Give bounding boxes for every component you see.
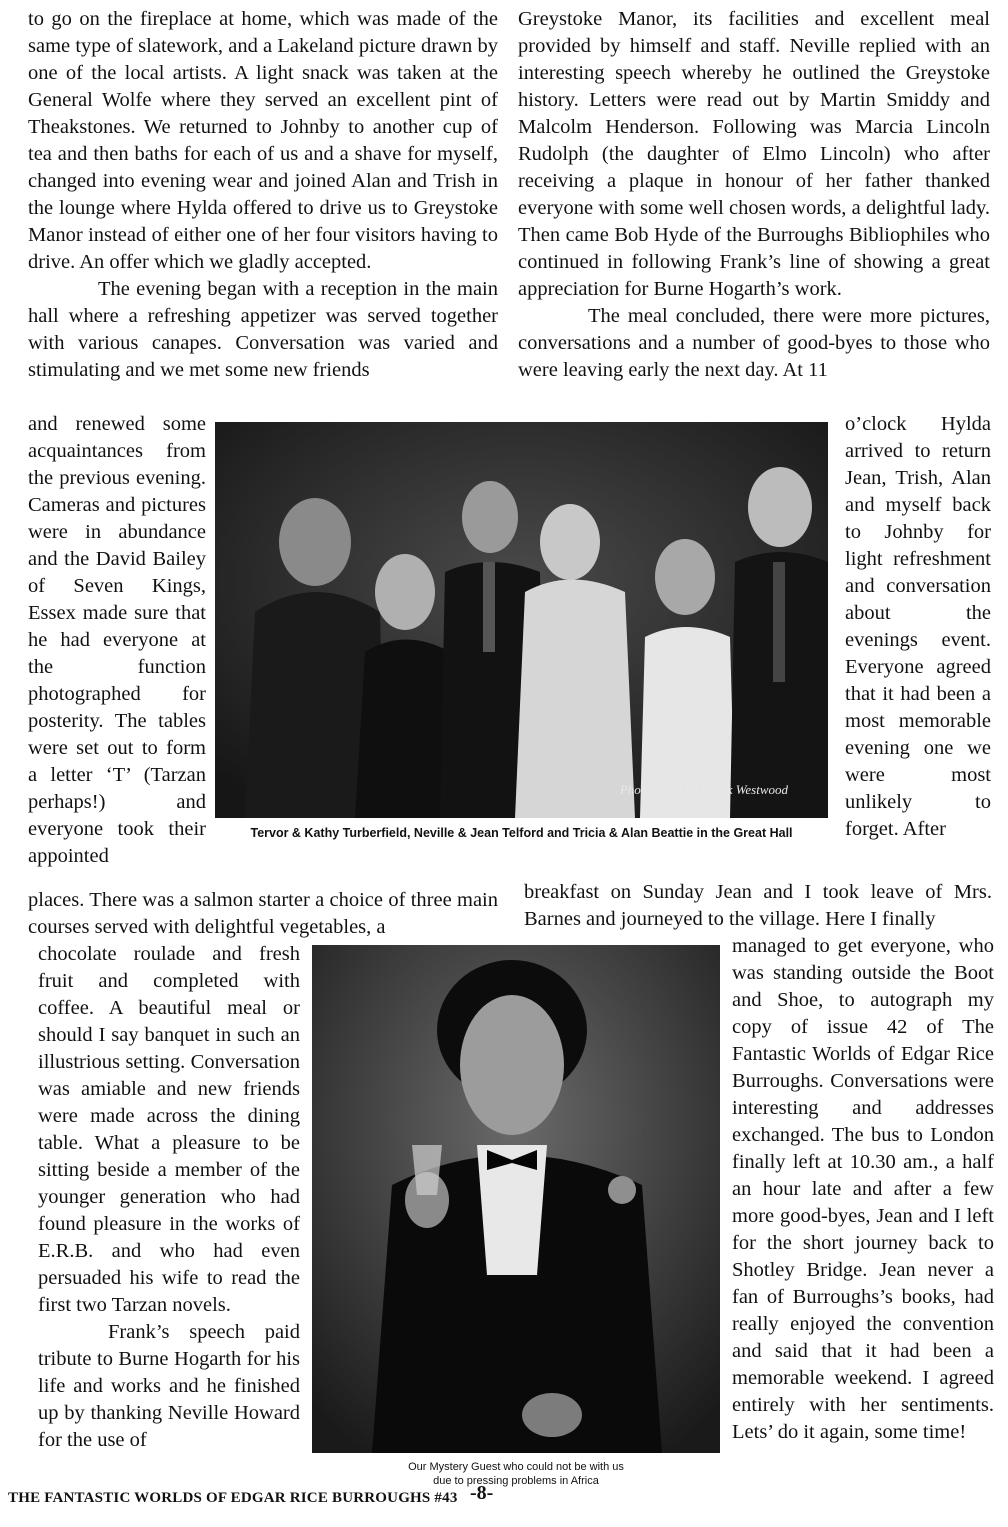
left-column-top [28, 6, 498, 384]
right-column-wrap-around-portrait [732, 933, 994, 1446]
right-column-middle [524, 879, 992, 933]
left-column-wrap-around-portrait [38, 941, 300, 1454]
portrait-caption [312, 1460, 720, 1488]
portrait-caption-line1: Our Mystery Guest who could not be with us [408, 1461, 624, 1473]
group-photo-caption: Tervor & Kathy Turberfield, Neville & Jean Telford and Tricia & Alan Beattie in the Great Hall [250, 826, 793, 840]
group-photo-illustration [215, 422, 828, 818]
magazine-title-footer: THE FANTASTIC WORLDS OF EDGAR RICE BURROUGHS #43 [8, 1490, 458, 1506]
paragraph: places. There was a salmon starter a choice of three main courses served with delightful vegetables, a [28, 889, 498, 938]
paragraph: breakfast on Sunday Jean and I took leave of Mrs. Barnes and journeyed to the village. Here I finally [524, 881, 992, 930]
mystery-guest-portrait [312, 945, 720, 1453]
paragraph: o’clock Hylda arrived to return Jean, Trish, Alan and myself back to Johnby for light refreshment and conversation about the evenings event. Everyone agreed that it had been a most memorable evening one we were most unlikely to forget. After [845, 413, 991, 840]
portrait-illustration [312, 945, 720, 1453]
portrait-caption-line2: due to pressing problems in Africa [433, 1475, 599, 1487]
paragraph: The evening began with a reception in the main hall where a refreshing appetizer was served together with various canapes. Conversation was varied and stimulating and we met some new friends [28, 278, 498, 381]
left-column-middle [28, 887, 498, 941]
page-number: -8- [470, 1482, 494, 1504]
paragraph: chocolate roulade and fresh fruit and completed with coffee. A beautiful meal or should I say banquet in such an illustrious setting. Conversation was amiable and new friends were made across the dining table. What a pleasure to be sitting beside a member of the younger generation who had found pleasure in the works of E.R.B. and who had even persuaded his wife to read the first two Tarzan novels. [38, 943, 300, 1316]
paragraph: and renewed some acquaintances from the previous evening. Cameras and pictures were in abundance and the David Bailey of Seven Kings, Essex made sure that he had everyone at the function photographed for posterity. The tables were set out to form a letter ‘T’ (Tarzan perhaps!) and everyone took their appointed [28, 413, 206, 867]
paragraph: Frank’s speech paid tribute to Burne Hogarth for his life and works and he finished up by thanking Neville Howard for the use of [38, 1321, 300, 1451]
paragraph: to go on the fireplace at home, which was made of the same type of slatework, and a Lakeland picture drawn by one of the local artists. A light snack was taken at the General Wolfe where they served an excellent pint of Theakstones. We returned to Johnby to another cup of tea and then baths for each of us and a shave for myself, changed into evening wear and joined Alan and Trish in the lounge where Hylda offered to drive us to Greystoke Manor instead of either one of her four visitors having to drive. An offer which we gladly accepted. [28, 8, 498, 273]
paragraph: Greystoke Manor, its facilities and excellent meal provided by himself and staff. Neville replied with an interesting speech whereby he outlined the Greystoke history. Letters were read out by Martin Smiddy and Malcolm Henderson. Following was Marcia Lincoln Rudolph (the daughter of Elmo Lincoln) who after receiving a plaque in honour of her father thanked everyone with some well chosen words, a delightful lady. Then came Bob Hyde of the Burroughs Bibliophiles who continued in following Frank’s line of showing a great appreciation for Burne Hogarth’s work. [518, 8, 990, 300]
right-column-top [518, 6, 990, 384]
right-column-wrap-around-photo [845, 411, 991, 843]
photo-credit: Photograph by Frank Westwood [619, 782, 788, 797]
paragraph: The meal concluded, there were more pictures, conversations and a number of good-byes to those who were leaving early the next day. At 11 [518, 305, 990, 381]
group-photograph [215, 422, 828, 818]
paragraph: managed to get everyone, who was standing outside the Boot and Shoe, to autograph my copy of issue 42 of The Fantastic Worlds of Edgar Rice Burroughs. Conversations were interesting and addresses exchanged. The bus to London finally left at 10.30 am., a half an hour late and after a few more good-byes, Jean and I left for the short journey back to Shotley Bridge. Jean never a fan of Burroughs’s books, had really enjoyed the convention and said that it had been a memorable weekend. I agreed entirely with her sentiments. Lets’ do it again, some time! [732, 935, 994, 1443]
left-column-wrap-around-photo [28, 411, 206, 870]
